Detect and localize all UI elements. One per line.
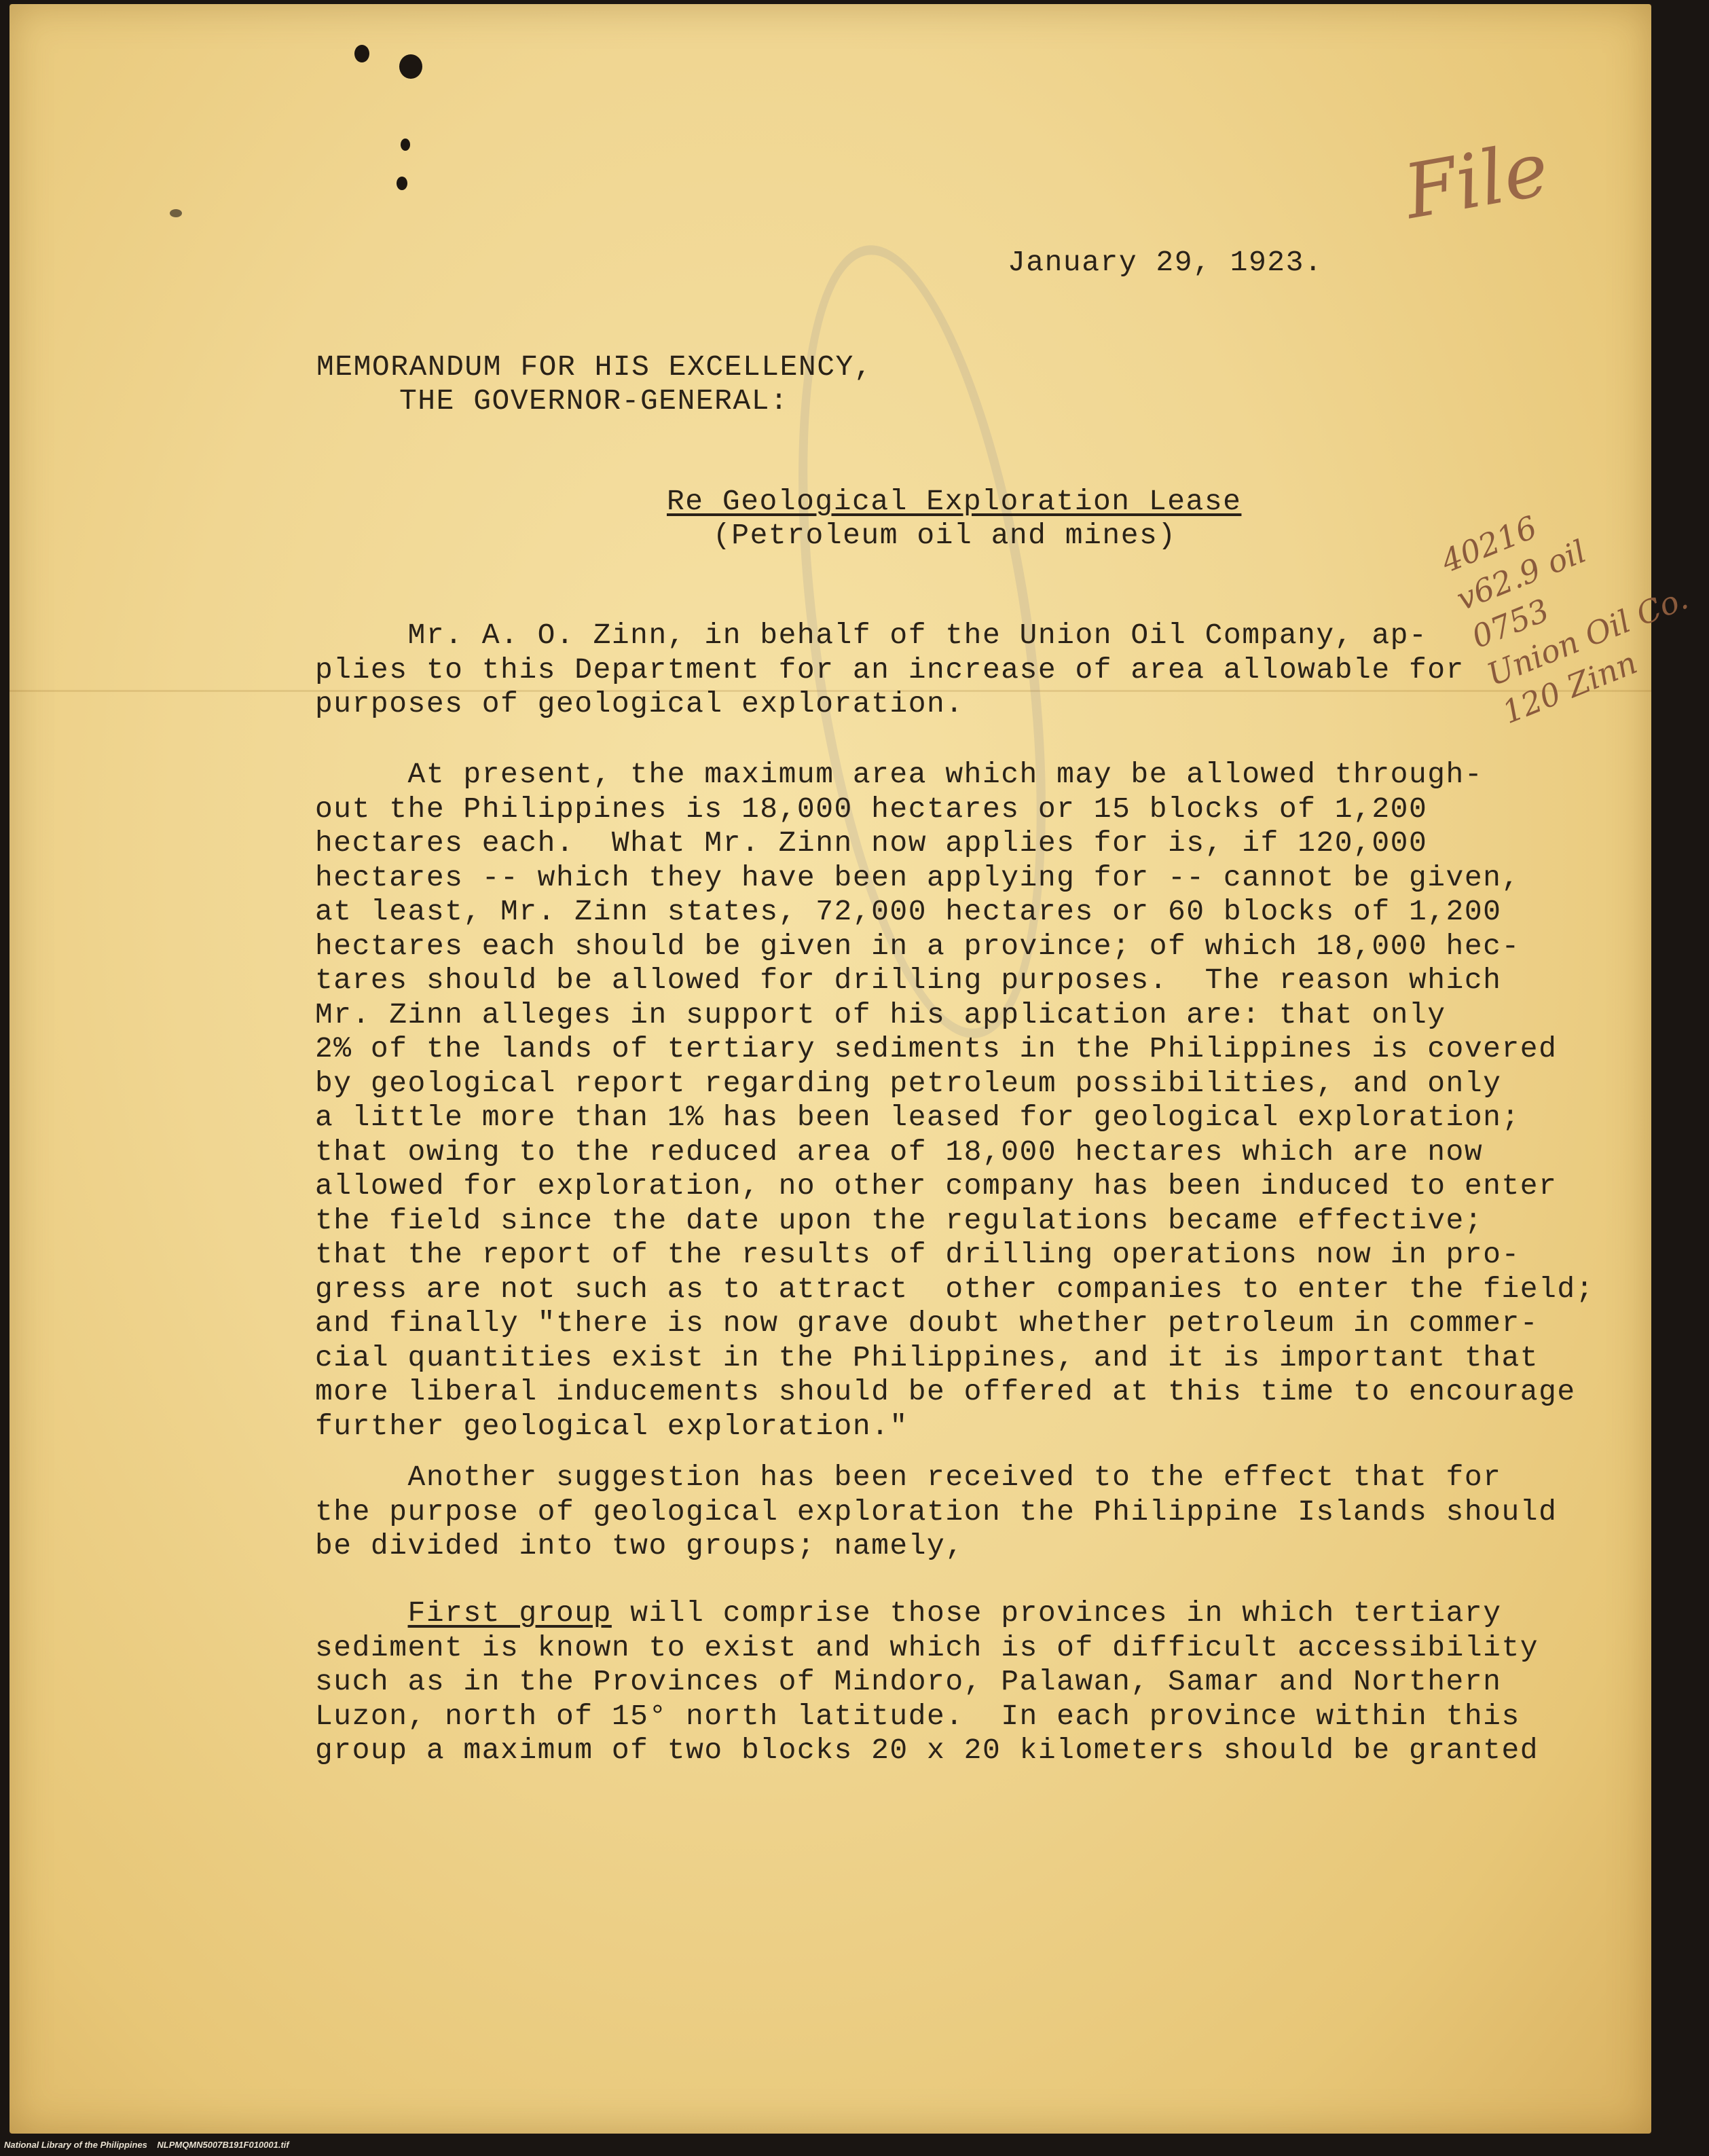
paragraph-1: Mr. A. O. Zinn, in behalf of the Union Oil Company, ap- plies to this Department for an increase of area allowable for purposes of geological exploration. [315,619,1465,720]
ink-stain [401,139,410,151]
subject-subheading: (Petroleum oil and mines) [713,519,1177,552]
ink-stain [397,177,407,190]
handwritten-margin-note: 40216 v62.9 oil 0753 Union Oil Co. 120 Zinn [1436,508,1693,731]
ink-stain [170,209,182,217]
ink-stain [354,45,369,62]
addressee-line-1: MEMORANDUM FOR HIS EXCELLENCY, [316,350,873,384]
paragraph-4 [315,1596,1539,1768]
paragraph-2: At present, the maximum area which may be allowed through- out the Philippines is 18,000 hectares or 15 blocks of 1,200 hectares each. What Mr. Zinn now applies for is, if 120,000 hectares -- which they have been applying for -- cannot be given, at least, Mr. Zinn states, 72,000 hectares or 60 blocks of 1,200 hectares each should be given in a province; of which 18,000 hec- tares should be allowed for drilling purposes. The reason which Mr. Zinn alleges in support of his application are: that only 2% of the lands of tertiary sediments in the Philippines is covered by geological report regarding petroleum possibilities, and only a little more than 1% has been leased for geological exploration; that owing to the reduced area of 18,000 hectares which are now allowed for exploration, no other company has been induced to enter the field since the date upon the regulations became effective; that the report of the results of drilling operations now in pro- gress are not such as to attract other companies to enter the field; and finally "there is now grave doubt whether petroleum in commer- cial quantities exist in the Philippines, and it is important that more liberal inducements should be offered at this time to encourage further geological exploration." [315,758,1594,1443]
paragraph-4-body: will comprise those provinces in which tertiary sediment is known to exist and which is of difficult accessibility such as in the Provinces of Mindoro, Palawan, Samar and Northern Luzon, north of 15° north latitude. In each province within this group a maximum of two blocks 20 x 20 kilometers should be granted [315,1596,1539,1767]
ink-stain [399,54,422,79]
handwritten-file-mark: File [1398,125,1555,236]
first-group-lead: First group [407,1596,612,1630]
archive-footer [0,2134,1661,2156]
addressee-line-2: THE GOVERNOR-GENERAL: [399,384,789,418]
letter-date: January 29, 1923. [1008,246,1323,279]
paragraph-3: Another suggestion has been received to the effect that for the purpose of geological exploration the Philippine Islands should be divided into two groups; namely, [315,1461,1558,1563]
document-page [10,4,1693,2134]
footer-text: National Library of the Philippines NLPMQMN5007B191F010001.tif [4,2140,289,2150]
subject-heading: Re Geological Exploration Lease [667,485,1242,518]
